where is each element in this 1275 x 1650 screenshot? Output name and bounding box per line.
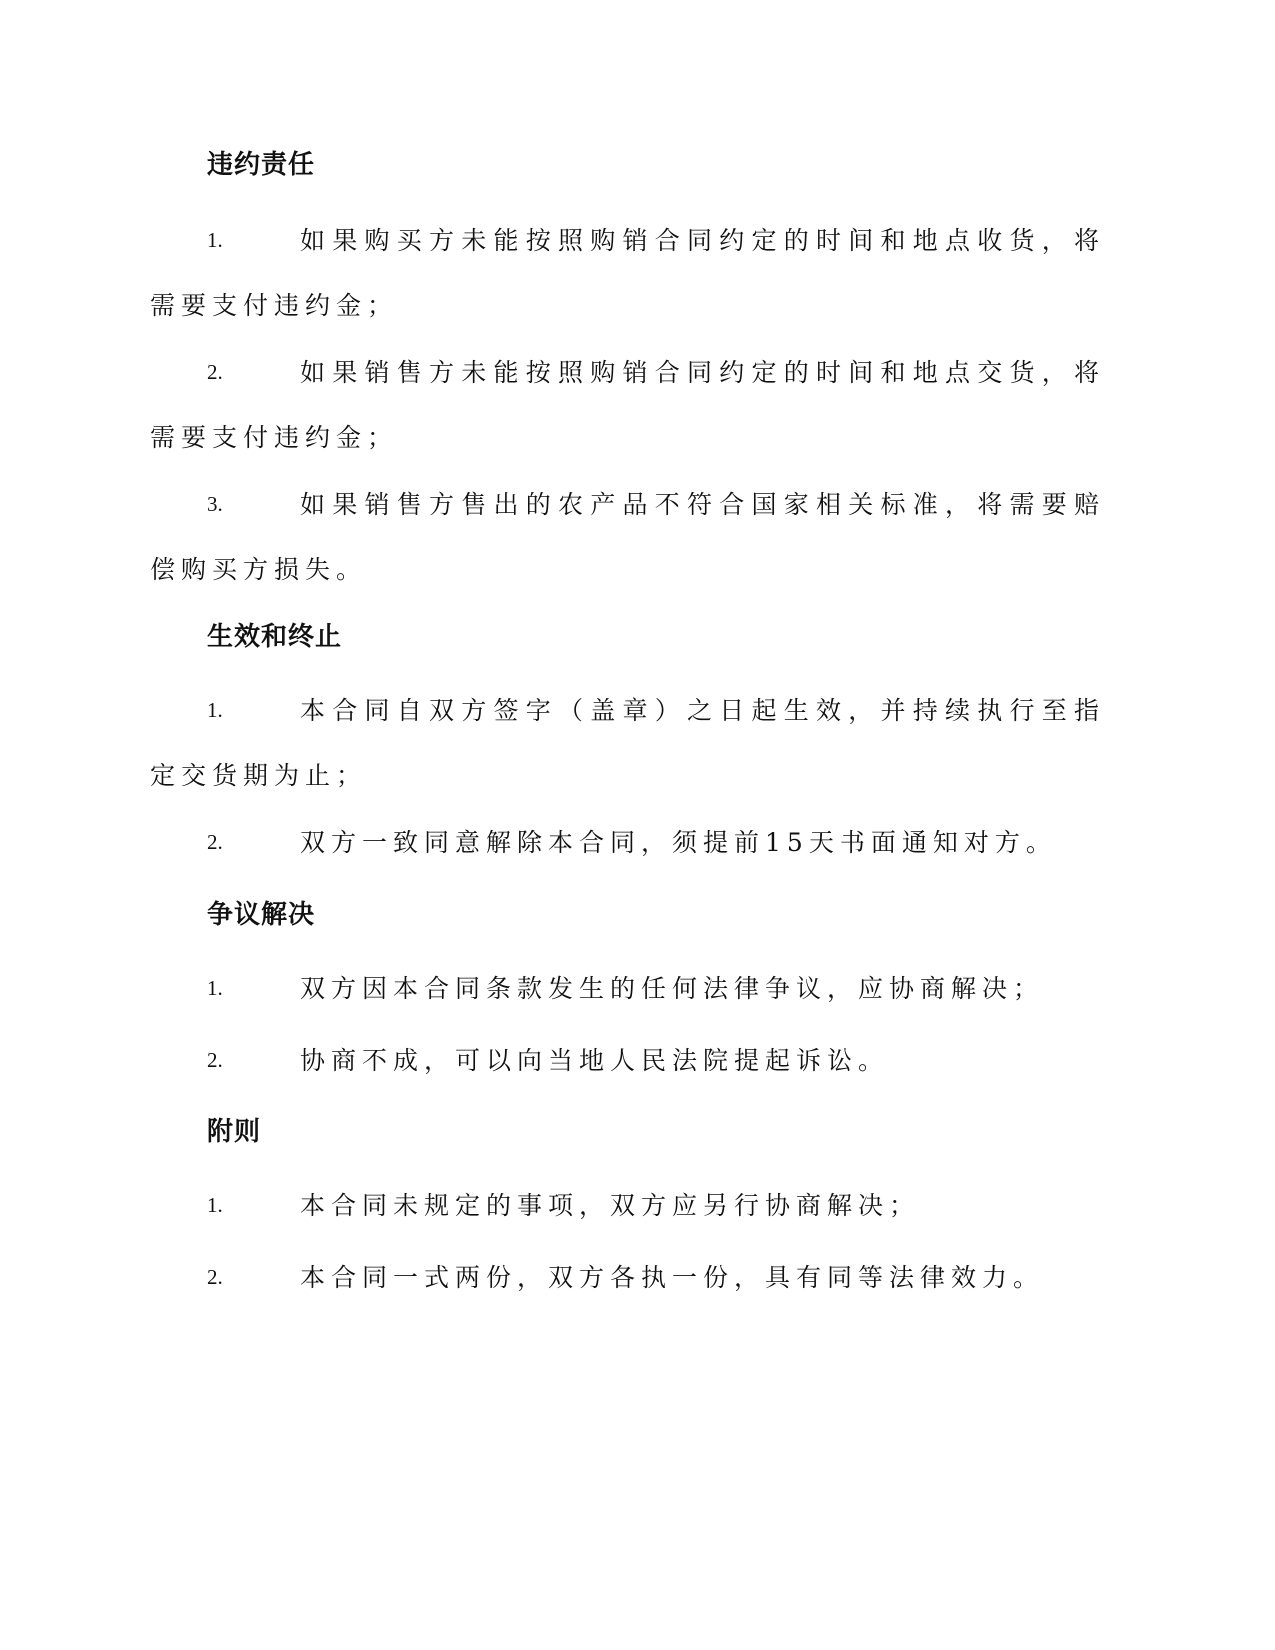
clause-number: 2. xyxy=(207,1048,223,1072)
clause-item xyxy=(150,208,1105,338)
clause-text: 双方一致同意解除本合同，须提前15天书面通知对方。 xyxy=(300,828,1057,857)
clause-text: 本合同自双方签字（盖章）之日起生效，并持续执行至指定交货期为止； xyxy=(150,696,1105,790)
section-heading-dispute-resolution: 争议解决 xyxy=(207,900,316,930)
clause-number: 2. xyxy=(207,360,223,384)
clause-text: 本合同未规定的事项，双方应另行协商解决； xyxy=(300,1191,921,1220)
clause-number: 1. xyxy=(207,976,223,1000)
clause-item xyxy=(150,678,1105,808)
section-heading-breach-liability: 违约责任 xyxy=(207,150,316,180)
clause-text: 双方因本合同条款发生的任何法律争议，应协商解决； xyxy=(300,974,1045,1003)
clause-number: 3. xyxy=(207,492,223,516)
clause-item xyxy=(150,1173,1105,1238)
clause-number: 2. xyxy=(207,830,223,854)
section-heading-effect-termination: 生效和终止 xyxy=(207,622,343,652)
clause-number: 1. xyxy=(207,1193,223,1217)
clause-text: 本合同一式两份，双方各执一份，具有同等法律效力。 xyxy=(300,1263,1045,1292)
clause-number: 2. xyxy=(207,1265,223,1289)
clause-number: 1. xyxy=(207,228,223,252)
clause-number: 1. xyxy=(207,698,223,722)
clause-item xyxy=(150,1028,1105,1093)
clause-text: 协商不成，可以向当地人民法院提起诉讼。 xyxy=(300,1046,890,1075)
clause-text: 如果销售方售出的农产品不符合国家相关标准，将需要赔偿购买方损失。 xyxy=(150,490,1105,584)
section-heading-supplementary: 附则 xyxy=(207,1117,262,1147)
clause-item xyxy=(150,472,1105,602)
clause-item xyxy=(150,810,1105,875)
clause-item xyxy=(150,340,1105,470)
clause-item xyxy=(150,1245,1105,1310)
clause-item xyxy=(150,956,1105,1021)
clause-text: 如果购买方未能按照购销合同约定的时间和地点收货，将需要支付违约金； xyxy=(150,226,1105,320)
clause-text: 如果销售方未能按照购销合同约定的时间和地点交货，将需要支付违约金； xyxy=(150,358,1105,452)
